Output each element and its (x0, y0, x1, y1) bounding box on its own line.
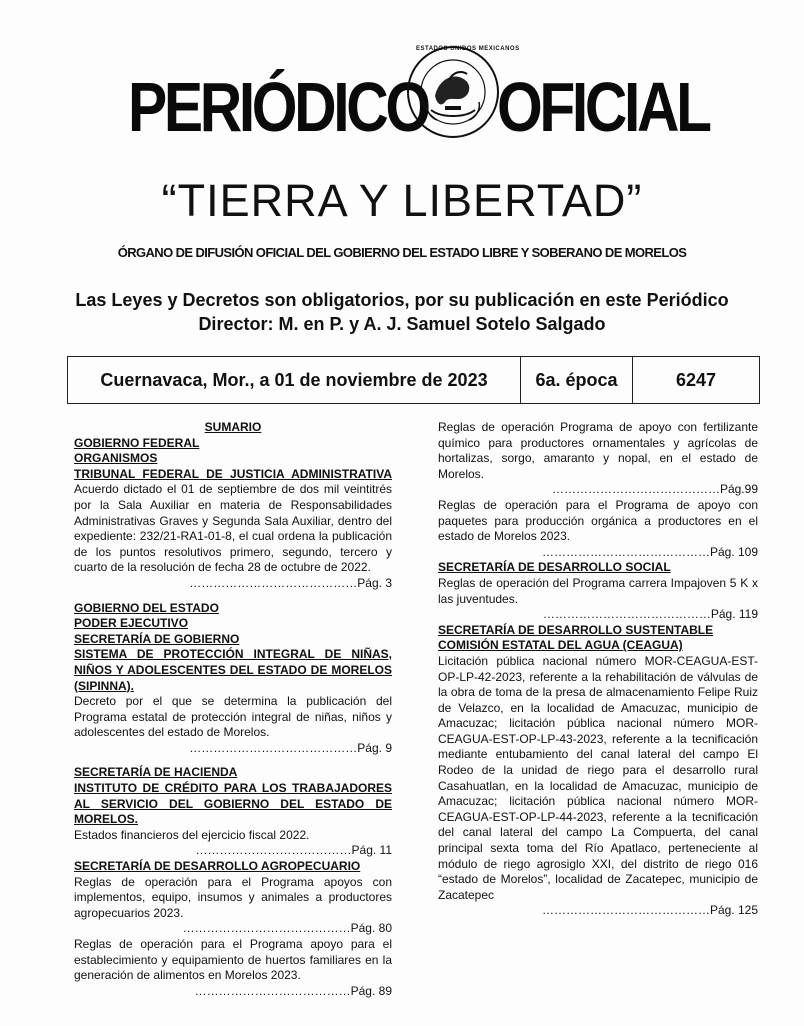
section-heading: SECRETARÍA DE DESARROLLO SUSTENTABLE (438, 622, 714, 637)
newspaper-subtitle: “TIERRA Y LIBERTAD” (161, 175, 643, 226)
section-heading: GOBIERNO DEL ESTADO (74, 600, 219, 615)
entry-text: Reglas de operación para el Programa de apoyo con paquetes para producción orgánica a productores en el estado de Morelos 2023. (438, 497, 758, 544)
entry-page: ……………………………………Pág. 125 (541, 903, 758, 918)
issue-epoca: 6a. época (521, 357, 633, 403)
summary-left-column (74, 420, 392, 999)
entry-text: Acuerdo dictado el 01 de septiembre de dos mil veintitrés por la Sala Auxiliar en materia de Responsabilidades Administrativas Graves y Segunda Sala Auxiliar, dentro del expediente: 232/21-RA1-01-8, el cual ordena la publicación de los puntos resolutivos primero, segundo, tercero y cuarto de la resolución de fecha 28 de octubre de 2022. (74, 482, 392, 575)
publication-notice (0, 288, 804, 336)
issue-info-bar (67, 356, 760, 404)
entry-text: Reglas de operación para el Programa apoyo para el establecimiento y equipamiento de huertos familiares en la generación de alimentos en Morelos 2023. (74, 937, 392, 983)
section-heading: SECRETARÍA DE GOBIERNO (74, 631, 240, 646)
issue-place-date: Cuernavaca, Mor., a 01 de noviembre de 2023 (68, 357, 521, 403)
entry-text: Reglas de operación para el Programa apoyos con implementos, equipo, insumos y animales a productores agropecuarios 2023. (74, 874, 392, 920)
section-heading: SECRETARÍA DE DESARROLLO SOCIAL (438, 560, 671, 575)
entry-page: ……………………………………Pág. 109 (541, 544, 758, 559)
section-heading: INSTITUTO DE CRÉDITO PARA LOS TRABAJADORES AL SERVICIO DEL GOBIERNO DEL ESTADO DE MORELOS. (74, 781, 392, 827)
section-heading: SECRETARÍA DE DESARROLLO AGROPECUARIO (74, 859, 361, 874)
entry-text: Estados financieros del ejercicio fiscal 2022. (74, 827, 310, 842)
coat-of-arms-seal-icon (405, 44, 520, 140)
section-heading: COMISIÓN ESTATAL DEL AGUA (CEAGUA) (438, 638, 683, 653)
entry-page: ……………………………………Pág.99 (551, 482, 758, 497)
entry-page: ……………………………………Pág. 80 (182, 921, 392, 936)
entry-page: ……………………………………Pág. 119 (542, 607, 758, 622)
section-heading: SECRETARÍA DE HACIENDA (74, 765, 238, 780)
summary-right-column (438, 420, 758, 919)
entry-page: ……………………………………Pág. 9 (189, 740, 392, 755)
section-heading: TRIBUNAL FEDERAL DE JUSTICIA ADMINISTRATIVA (74, 466, 392, 481)
masthead-title-right: OFICIAL (497, 68, 709, 146)
entry-page: ……………………………………Pág. 3 (189, 575, 392, 590)
issue-number: 6247 (675, 369, 717, 390)
masthead (0, 40, 804, 145)
section-heading: ORGANISMOS (74, 451, 158, 466)
entry-page: …………………………………Pág. 89 (194, 983, 392, 998)
entry-page: …………………………………Pág. 11 (195, 843, 392, 858)
leyes-line: Las Leyes y Decretos son obligatorios, por su publicación en este Periódico (75, 290, 729, 310)
entry-text: Reglas de operación Programa de apoyo con fertilizante químico para productores ornamentales y agrícolas de hortalizas, sorgo, amaranto y nopal, en el estado de Morelos. (438, 420, 758, 481)
entry-text: Decreto por el que se determina la publicación del Programa estatal de protección integral de niñas, niños y adolescentes del estado de Morelos. (74, 694, 392, 740)
sumario-heading: SUMARIO (204, 420, 262, 434)
entry-text: Reglas de operación del Programa carrera Impajoven 5 K x las juventudes. (438, 575, 758, 606)
section-heading: PODER EJECUTIVO (74, 616, 189, 631)
section-heading: SISTEMA DE PROTECCIÓN INTEGRAL DE NIÑAS, NIÑOS Y ADOLESCENTES DEL ESTADO DE MORELOS (SIPINNA). (74, 647, 392, 693)
director-line: Director: M. en P. y A. J. Samuel Sotelo Salgado (198, 314, 606, 334)
masthead-title-left: PERIÓDICO (128, 68, 428, 146)
organo-line: ÓRGANO DE DIFUSIÓN OFICIAL DEL GOBIERNO DEL ESTADO LIBRE Y SOBERANO DE MORELOS (117, 245, 687, 260)
seal-inscription: ESTADOS UNIDOS MEXICANOS (416, 46, 520, 52)
section-heading: GOBIERNO FEDERAL (74, 435, 200, 450)
entry-text: Licitación pública nacional número MOR-CEAGUA-EST-OP-LP-42-2023, referente a la rehabilitación de válvulas de la obra de toma de la presa de almacenamiento Felipe Ruiz de Velazco, en la localidad de Amacuzac, municipio de Amacuzac; licitación pública nacional número MOR-CEAGUA-EST-OP-LP-43-2023, referente a la tecnificación mediante entubamiento del canal lateral del campo El Rodeo de la unidad de riego para el desarrollo rural Casahuatlan, en la localidad de Amacuzac, municipio de Amacuzac; licitación pública nacional número MOR-CEAGUA-EST-OP-LP-44-2023, referente a la tecnificación del canal lateral del campo La Compuerta, del canal principal sexta toma del Río Apatlaco, perteneciente al módulo de riego agrosiglo XXI, del distrito de riego 016 “estado de Morelos”, localidad de Zacatepec, municipio de Zacatepec (438, 653, 758, 902)
